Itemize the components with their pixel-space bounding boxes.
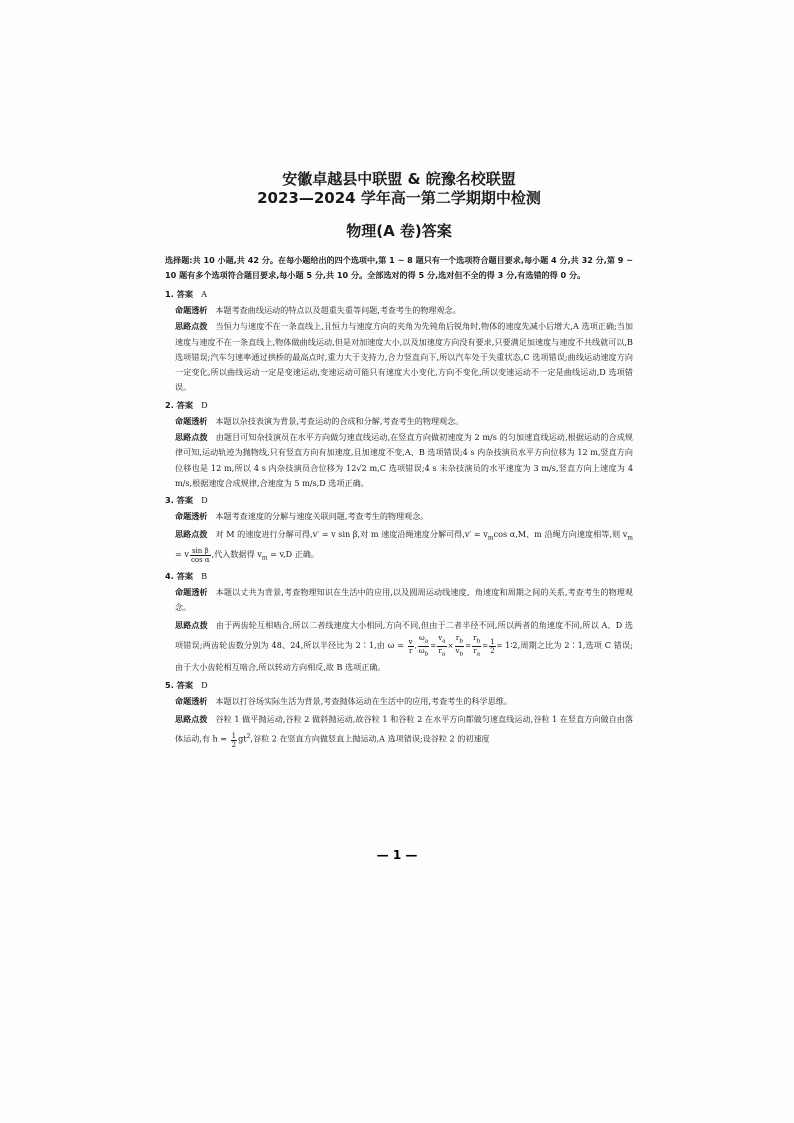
answer-line	[165, 398, 633, 413]
fraction-denominator: $\omega_b$	[418, 646, 429, 658]
analysis-label: 命题透析	[175, 511, 208, 522]
tips-label: 思路点拨	[175, 714, 208, 725]
fraction-denominator: 2	[231, 740, 237, 749]
tips-text: 由题目可知杂技演员在水平方向做匀速直线运动,在竖直方向做初速度为 2 m/s 的匀加速直线运动,根据运动的合成规律可知,运动轨迹为抛物线,只有竖直方向有加速度,且加速度不变,A、B 选项错误;4 s 内杂技演员水平方向位移为 12 m,竖直方向位移也是 12 m,所以 4 s 内杂技演员合位移为 12√2 m,C 选项错误;4 s 末杂技演员的水平速度为 3 m/s,竖直方向上速度为 4 m/s,根据速度合成规律,合速度为 5 m/s,D 选项正确。	[175, 432, 633, 488]
analysis-label: 命题透析	[175, 415, 208, 426]
tips-text: 谷粒 1 做平抛运动,谷粒 2 做斜抛运动,故谷粒 1 和谷粒 2 在水平方向都做匀速直线运动,谷粒 1 在竖直方向做自由落体运动,有 h =	[175, 714, 633, 745]
answer-value: D	[201, 495, 208, 506]
fraction-denominator: 2	[490, 646, 495, 655]
tips-text: 由于两齿轮互相啮合,所以二者线速度大小相同,方向不同,但由于二者半径不同,所以两者的角速度不同,所以 A、D 选项错误;两齿轮齿数分别为 48、24,所以半径比为 2∶1,由 ω =	[175, 620, 633, 651]
analysis-label: 命题透析	[175, 586, 208, 597]
fraction-numerator: sin β	[190, 547, 211, 556]
answer-value: B	[201, 570, 208, 581]
title-line-1: 安徽卓越县中联盟 & 皖豫名校联盟	[282, 170, 516, 188]
question-number: 1.	[165, 289, 174, 299]
fraction	[418, 634, 429, 658]
analysis-text: 本题以丈共为背景,考查物理知识在生活中的应用,以及圆周运动线速度、角速度和周期之间的关系,考查考生的物理观念。	[175, 586, 633, 613]
analysis-paragraph	[165, 509, 633, 524]
fraction-numerator: $r_b$	[473, 634, 481, 645]
answer-label: 答案	[176, 289, 194, 299]
analysis-text: 本题以杂技表演为背景,考查运动的合成和分解,考查考生的物理观念。	[215, 415, 464, 426]
fraction-denominator: $r_a$	[473, 646, 481, 658]
title-line-2: 2023—2024 学年高一第二学期期中检测	[257, 189, 541, 207]
analysis-paragraph	[165, 694, 633, 709]
answer-label: 答案	[176, 495, 194, 506]
analysis-text: 本题考查速度的分解与速度关联问题,考查考生的物理观念。	[215, 511, 429, 522]
fraction-numerator: $r_b$	[455, 634, 463, 645]
tips-text: = v	[175, 549, 189, 560]
subscript: m	[261, 554, 268, 562]
answer-line	[165, 569, 633, 584]
analysis-paragraph	[165, 585, 633, 616]
tips-text: ,代入数据得 v	[211, 549, 262, 560]
page-subtitle: 物理(A 卷)答案	[346, 222, 452, 240]
answer-line	[165, 678, 633, 693]
question-number: 4.	[165, 570, 174, 581]
tips-text: 1∶2,周期之比为 2∶1,选项 C 错误;由于大小齿轮相互啮合,所以转动方向相反,故 B 选项正确。	[175, 640, 633, 673]
tips-text: cos α,M、m 沿绳方向速度相等,则 v	[493, 528, 628, 539]
answer-label: 答案	[176, 570, 194, 581]
question-1	[165, 287, 633, 396]
analysis-paragraph	[165, 303, 633, 318]
answer-label: 答案	[176, 399, 194, 410]
document-content	[165, 170, 633, 750]
fraction	[455, 634, 465, 658]
subscript: m	[487, 534, 494, 542]
fraction	[489, 638, 495, 655]
analysis-label: 命题透析	[175, 696, 208, 707]
analysis-text: 本题考查曲线运动的特点以及超重失重等问题,考查考生的物理观念。	[215, 305, 461, 315]
tips-text: gt	[238, 734, 247, 745]
angular-speed-ratio-formula: $\frac{v}{r}$ , $\frac{\omega_a}{\omega_b}$ = $\frac{v_a}{r_a}$ × $\frac{r_b}{v_b}$ = $\frac{r_b}{r_a}$ = $\frac{1}{2}$ =	[408, 634, 503, 658]
tips-text: 对 M 的速度进行分解可得,v′ = v sin β,对 m 速度沿绳速度分解可得,v′ = v	[215, 528, 488, 539]
tips-paragraph	[165, 616, 633, 676]
question-3	[165, 493, 633, 567]
fraction-denominator: cos α	[190, 555, 210, 564]
fraction-denominator: $r_a$	[438, 646, 446, 658]
fraction-denominator: r	[408, 646, 413, 655]
answer-value: D	[201, 399, 208, 410]
tips-label: 思路点拨	[175, 321, 208, 332]
tips-label: 思路点拨	[175, 620, 208, 631]
question-number: 2.	[165, 399, 174, 410]
subscript: m	[627, 534, 633, 542]
fraction-numerator: $v_a$	[438, 634, 446, 645]
answer-line	[165, 493, 633, 508]
question-5	[165, 678, 633, 748]
instructions: 选择题:共 10 小题,共 42 分。在每小题给出的四个选项中,第 1 ~ 8 题只有一个选项符合题目要求,每小题 4 分,共 32 分,第 9 ~ 10 题有多个选项符合题目要求,每小题 5 分,共 10 分。全部选对的得 5 分,选对但不全的得 3 分,有选错的得 0 分。	[165, 255, 633, 280]
tips-paragraph	[165, 319, 633, 395]
question-2	[165, 398, 633, 491]
question-number: 3.	[165, 495, 174, 506]
question-number: 5.	[165, 680, 174, 691]
fraction	[437, 634, 446, 658]
tips-text: 当恒力与速度不在一条直线上,且恒力与速度方向的夹角为先钝角后锐角时,物体的速度先减小后增大,A 选项正确;当加速度与速度不在一条直线上,物体做曲线运动,但是对加速度大小,以及加速度方向没有要求,只要满足加速度与速度不共线就可以,B 选项错误;汽车匀速率通过拱桥的最高点时,重力大于支持力,合力竖直向下,所以汽车处于失重状态,C 选项错误;曲线运动速度方向一定变化,所以曲线运动一定是变速运动,变速运动可能只有速度大小变化,方向不变化,所以变速运动不一定是曲线运动,D 选项错误。	[175, 321, 633, 393]
fraction	[408, 638, 414, 655]
fraction-numerator: $\omega_a$	[419, 634, 429, 645]
tips-text: ,谷粒 2 在竖直方向做竖直上抛运动,A 选项错误;设谷粒 2 的初速度	[250, 734, 490, 745]
tips-paragraph	[165, 710, 633, 748]
fraction-numerator: 1	[490, 637, 495, 646]
answer-value: D	[201, 680, 208, 691]
analysis-text: 本题以打谷场实际生活为背景,考查抛体运动在生活中的应用,考查考生的科学思维。	[215, 696, 512, 707]
fraction-denominator: $v_b$	[455, 646, 464, 658]
fraction	[231, 732, 237, 749]
tips-label: 思路点拨	[175, 432, 208, 443]
fraction	[472, 634, 481, 658]
fraction-numerator: 1	[231, 731, 237, 740]
fraction	[190, 547, 211, 564]
superscript: 2	[246, 733, 251, 741]
page-number: — 1 —	[376, 848, 418, 862]
tips-text: = v,D 正确。	[267, 549, 319, 560]
tips-label: 思路点拨	[175, 528, 208, 539]
tips-paragraph	[165, 526, 633, 567]
fraction-numerator: v	[408, 637, 413, 646]
answer-value: A	[201, 289, 207, 299]
answer-line	[165, 287, 633, 302]
analysis-label: 命题透析	[175, 305, 208, 315]
analysis-paragraph	[165, 414, 633, 429]
question-4	[165, 569, 633, 676]
answer-label: 答案	[176, 680, 194, 691]
tips-paragraph	[165, 430, 633, 491]
